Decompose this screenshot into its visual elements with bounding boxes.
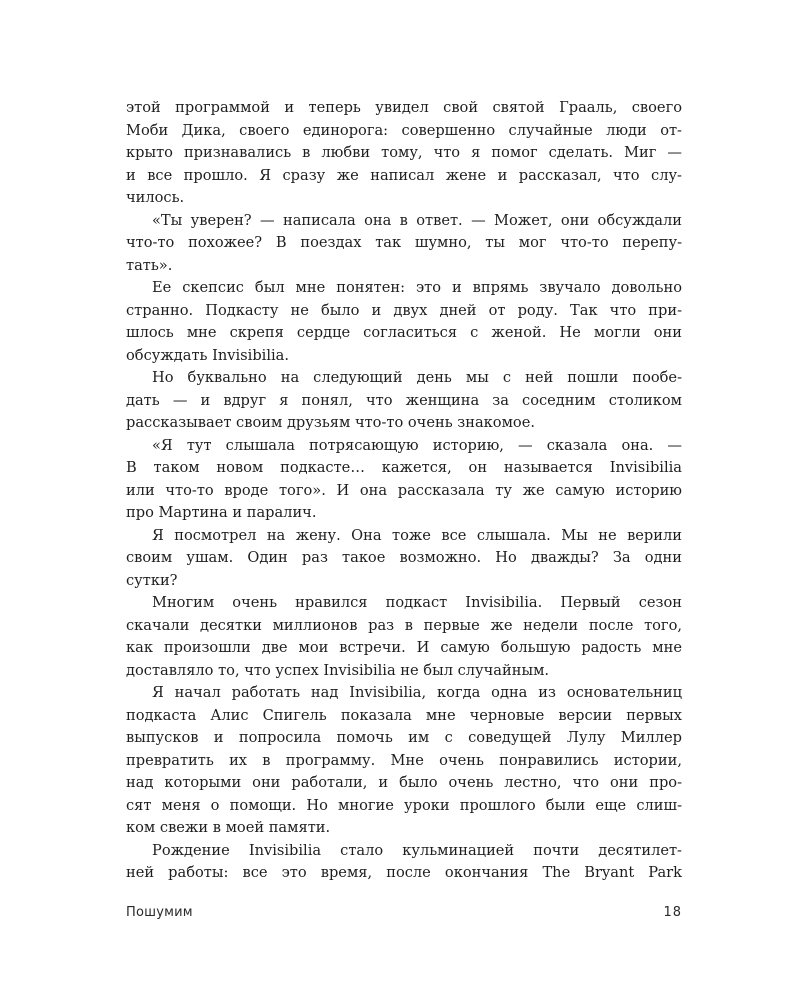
- text-line: Я начал работать над Invisibilia, когда одна из основательниц: [152, 684, 682, 701]
- text-line: и все прошло. Я сразу же написал жене и рассказал, что слу-: [126, 166, 682, 184]
- text-line: или что-то вроде того». И она рассказала ту же самую историю: [126, 481, 682, 499]
- text-line: Но буквально на следующий день мы с ней пошли пообе-: [152, 369, 682, 386]
- text-line: тать».: [126, 256, 173, 274]
- text-line: «Ты уверен? — написала она в ответ. — Может, они обсуждали: [152, 211, 682, 229]
- text-line: что-то похожее? В поездах так шумно, ты мог что-то перепу-: [126, 234, 682, 251]
- text-line: своим ушам. Один раз такое возможно. Но дважды? За одни: [126, 549, 682, 566]
- text-line: рассказывает своим друзьям что-то очень знакомое.: [126, 414, 535, 431]
- text-line: выпусков и попросила помочь им с соведущей Лулу Миллер: [126, 729, 682, 746]
- page-footer: [126, 905, 682, 925]
- text-line: сутки?: [126, 571, 178, 589]
- text-line: ней работы: все это время, после окончания The Bryant Park: [126, 864, 682, 881]
- text-line: сят меня о помощи. Но многие уроки прошлого были еще слиш-: [126, 796, 682, 814]
- text-line: дать — и вдруг я понял, что женщина за соседним столиком: [126, 391, 682, 409]
- text-line: шлось мне скрепя сердце согласиться с женой. Не могли они: [126, 324, 682, 341]
- text-line: превратить их в программу. Мне очень понравились истории,: [126, 751, 682, 769]
- text-line: Рождение Invisibilia стало кульминацией почти десятилет-: [152, 841, 682, 859]
- text-line: про Мартина и паралич.: [126, 504, 317, 521]
- text-line: над которыми они работали, и было очень лестно, что они про-: [126, 774, 682, 791]
- text-line: крыто признавались в любви тому, что я помог сделать. Миг —: [126, 144, 682, 161]
- body-text: [126, 97, 682, 885]
- text-line: как произошли две мои встречи. И самую большую радость мне: [126, 639, 682, 656]
- text-line: В таком новом подкасте… кажется, он называется Invisibilia: [126, 459, 682, 476]
- text-line: Моби Дика, своего единорога: совершенно случайные люди от-: [126, 121, 682, 139]
- page-number: 18: [663, 905, 682, 920]
- text-line: обсуждать Invisibilia.: [126, 346, 290, 364]
- text-line: подкаста Алис Спигель показала мне черновые версии первых: [126, 706, 682, 724]
- text-line: Я посмотрел на жену. Она тоже все слышала. Мы не верили: [152, 526, 682, 544]
- text-line: этой программой и теперь увидел свой святой Грааль, своего: [126, 99, 682, 116]
- text-line: чилось.: [126, 189, 185, 206]
- running-title: Пошумим: [126, 905, 193, 920]
- text-line: доставляло то, что успех Invisibilia не был случайным.: [126, 661, 550, 679]
- text-line: Многим очень нравился подкаст Invisibilia. Первый сезон: [152, 594, 682, 611]
- text-line: «Я тут слышала потрясающую историю, — сказала она. —: [152, 436, 682, 454]
- text-line: странно. Подкасту не было и двух дней от роду. Так что при-: [126, 301, 682, 319]
- text-line: ком свежи в моей памяти.: [126, 819, 331, 836]
- text-line: Ее скепсис был мне понятен: это и впрямь звучало довольно: [152, 279, 682, 296]
- text-line: скачали десятки миллионов раз в первые же недели после того,: [126, 616, 682, 634]
